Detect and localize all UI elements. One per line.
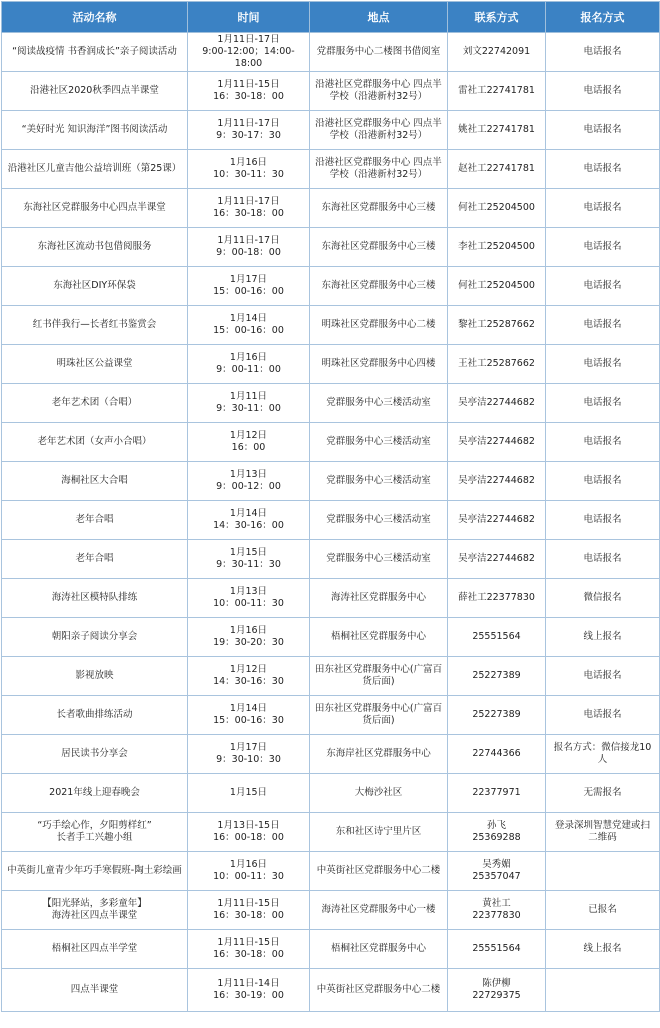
- cell-activity-name: 朝阳亲子阅读分享会: [2, 618, 188, 657]
- cell-signup: 电话报名: [546, 306, 660, 345]
- table-body: [2, 33, 660, 1012]
- cell-place: 梧桐社区党群服务中心: [310, 930, 448, 969]
- cell-activity-name: 沿港社区儿童吉他公益培训班（第25课）: [2, 150, 188, 189]
- cell-time: 1月12日 14：30-16：30: [188, 657, 310, 696]
- table-header-row: [2, 2, 660, 33]
- cell-contact: 22744366: [448, 735, 546, 774]
- cell-time: 1月14日 15：00-16：00: [188, 306, 310, 345]
- cell-time: 1月13日 9：00-12：00: [188, 462, 310, 501]
- table-row: [2, 228, 660, 267]
- cell-signup: 报名方式：微信接龙10 人: [546, 735, 660, 774]
- cell-place: 党群服务中心三楼活动室: [310, 423, 448, 462]
- cell-signup: 登录深圳智慧党建或扫 二维码: [546, 813, 660, 852]
- cell-time: 1月13日 10：00-11：30: [188, 579, 310, 618]
- cell-signup: 电话报名: [546, 150, 660, 189]
- cell-signup: [546, 969, 660, 1012]
- cell-signup: 线上报名: [546, 930, 660, 969]
- cell-place: 党群服务中心三楼活动室: [310, 462, 448, 501]
- cell-contact: 25227389: [448, 657, 546, 696]
- cell-signup: 电话报名: [546, 384, 660, 423]
- cell-activity-name: 梧桐社区四点半学堂: [2, 930, 188, 969]
- cell-time: 1月11日-17日 9：30-17：30: [188, 111, 310, 150]
- cell-place: 沿港社区党群服务中心 四点半 学校（沿港新村32号）: [310, 150, 448, 189]
- table-row: [2, 33, 660, 72]
- cell-activity-name: 东海社区流动书包借阅服务: [2, 228, 188, 267]
- cell-contact: 吴秀媚 25357047: [448, 852, 546, 891]
- cell-contact: 吴亭洁22744682: [448, 384, 546, 423]
- cell-contact: 王社工25287662: [448, 345, 546, 384]
- cell-place: 中英街社区党群服务中心二楼: [310, 852, 448, 891]
- cell-activity-name: “美好时光 知识海洋”图书阅读活动: [2, 111, 188, 150]
- cell-signup: 电话报名: [546, 423, 660, 462]
- cell-place: 大梅沙社区: [310, 774, 448, 813]
- cell-contact: 赵社工22741781: [448, 150, 546, 189]
- table-row: [2, 111, 660, 150]
- cell-time: 1月11日-15日 16：30-18：00: [188, 930, 310, 969]
- cell-time: 1月14日 15：00-16：30: [188, 696, 310, 735]
- cell-contact: 吴亭洁22744682: [448, 423, 546, 462]
- header-time: 时间: [188, 2, 310, 33]
- header-contact: 联系方式: [448, 2, 546, 33]
- cell-place: 海涛社区党群服务中心: [310, 579, 448, 618]
- cell-time: 1月11日 9：30-11：00: [188, 384, 310, 423]
- cell-activity-name: 东海社区DIY环保袋: [2, 267, 188, 306]
- cell-contact: 李社工25204500: [448, 228, 546, 267]
- cell-time: 1月15日 9：30-11：30: [188, 540, 310, 579]
- cell-signup: 电话报名: [546, 228, 660, 267]
- cell-activity-name: 沿港社区2020秋季四点半课堂: [2, 72, 188, 111]
- cell-time: 1月16日 9：00-11：00: [188, 345, 310, 384]
- table-row: [2, 462, 660, 501]
- cell-contact: 姚社工22741781: [448, 111, 546, 150]
- table-row: [2, 384, 660, 423]
- cell-contact: 薛社工22377830: [448, 579, 546, 618]
- table-row: [2, 72, 660, 111]
- cell-activity-name: 长者歌曲排练活动: [2, 696, 188, 735]
- table-row: [2, 696, 660, 735]
- cell-place: 明珠社区党群服务中心二楼: [310, 306, 448, 345]
- cell-place: 党群服务中心三楼活动室: [310, 384, 448, 423]
- cell-time: 1月17日 9：30-10：30: [188, 735, 310, 774]
- table-row: [2, 423, 660, 462]
- cell-place: 田东社区党群服务中心(广富百 货后面): [310, 657, 448, 696]
- cell-place: 中英街社区党群服务中心二楼: [310, 969, 448, 1012]
- header-place: 地点: [310, 2, 448, 33]
- cell-contact: 何社工25204500: [448, 267, 546, 306]
- cell-place: 东海岸社区党群服务中心: [310, 735, 448, 774]
- cell-activity-name: 东海社区党群服务中心四点半课堂: [2, 189, 188, 228]
- table-row: [2, 618, 660, 657]
- cell-signup: 电话报名: [546, 657, 660, 696]
- cell-activity-name: 海涛社区模特队排练: [2, 579, 188, 618]
- cell-activity-name: 老年合唱: [2, 501, 188, 540]
- cell-place: 梧桐社区党群服务中心: [310, 618, 448, 657]
- cell-contact: 25551564: [448, 618, 546, 657]
- cell-time: 1月16日 10：30-11：30: [188, 150, 310, 189]
- table-row: [2, 345, 660, 384]
- table-row: [2, 579, 660, 618]
- cell-place: 明珠社区党群服务中心四楼: [310, 345, 448, 384]
- cell-activity-name: 老年艺术团（合唱）: [2, 384, 188, 423]
- cell-contact: 吴亭洁22744682: [448, 501, 546, 540]
- cell-contact: 黎社工25287662: [448, 306, 546, 345]
- cell-activity-name: 老年合唱: [2, 540, 188, 579]
- cell-time: 1月12日 16：00: [188, 423, 310, 462]
- cell-signup: 微信报名: [546, 579, 660, 618]
- cell-contact: 吴亭洁22744682: [448, 462, 546, 501]
- cell-place: 东海社区党群服务中心三楼: [310, 267, 448, 306]
- cell-activity-name: 四点半课堂: [2, 969, 188, 1012]
- cell-time: 1月15日: [188, 774, 310, 813]
- cell-activity-name: 居民读书分享会: [2, 735, 188, 774]
- cell-contact: 25227389: [448, 696, 546, 735]
- cell-signup: 电话报名: [546, 462, 660, 501]
- cell-activity-name: 红书伴我行—长者红书鉴赏会: [2, 306, 188, 345]
- cell-signup: 线上报名: [546, 618, 660, 657]
- cell-contact: 22377971: [448, 774, 546, 813]
- cell-activity-name: 【阳光驿站，多彩童年】 海涛社区四点半课堂: [2, 891, 188, 930]
- cell-place: 田东社区党群服务中心(广富百 货后面): [310, 696, 448, 735]
- cell-time: 1月17日 15：00-16：00: [188, 267, 310, 306]
- cell-time: 1月16日 19：30-20：30: [188, 618, 310, 657]
- cell-signup: 电话报名: [546, 501, 660, 540]
- cell-activity-name: 海桐社区大合唱: [2, 462, 188, 501]
- cell-signup: 电话报名: [546, 189, 660, 228]
- cell-contact: 孙飞 25369288: [448, 813, 546, 852]
- table-row: [2, 735, 660, 774]
- cell-contact: 雷社工22741781: [448, 72, 546, 111]
- table-row: [2, 501, 660, 540]
- activity-table: [1, 1, 660, 1012]
- table-row: [2, 189, 660, 228]
- cell-place: 党群服务中心二楼图书借阅室: [310, 33, 448, 72]
- cell-signup: [546, 852, 660, 891]
- cell-contact: 刘文22742091: [448, 33, 546, 72]
- cell-activity-name: “巧手绘心作，夕阳剪样红” 长者手工兴趣小组: [2, 813, 188, 852]
- cell-place: 党群服务中心三楼活动室: [310, 540, 448, 579]
- cell-place: 党群服务中心三楼活动室: [310, 501, 448, 540]
- cell-activity-name: “阅读战疫情 书香润成长”亲子阅读活动: [2, 33, 188, 72]
- table-row: [2, 540, 660, 579]
- table-row: [2, 852, 660, 891]
- table-row: [2, 657, 660, 696]
- cell-place: 沿港社区党群服务中心 四点半 学校（沿港新村32号）: [310, 72, 448, 111]
- cell-time: 1月11日-15日 16：30-18：00: [188, 72, 310, 111]
- table-row: [2, 891, 660, 930]
- cell-contact: 何社工25204500: [448, 189, 546, 228]
- cell-signup: 电话报名: [546, 72, 660, 111]
- table-row: [2, 267, 660, 306]
- cell-place: 东和社区诗宁里片区: [310, 813, 448, 852]
- header-signup: 报名方式: [546, 2, 660, 33]
- table-row: [2, 813, 660, 852]
- table-row: [2, 969, 660, 1012]
- cell-contact: 陈伊柳 22729375: [448, 969, 546, 1012]
- cell-signup: 无需报名: [546, 774, 660, 813]
- cell-time: 1月11日-14日 16：30-19：00: [188, 969, 310, 1012]
- cell-time: 1月11日-15日 16：30-18：00: [188, 891, 310, 930]
- cell-place: 海涛社区党群服务中心一楼: [310, 891, 448, 930]
- table-row: [2, 150, 660, 189]
- table-row: [2, 306, 660, 345]
- cell-contact: 25551564: [448, 930, 546, 969]
- cell-signup: 电话报名: [546, 111, 660, 150]
- cell-time: 1月16日 10：00-11：30: [188, 852, 310, 891]
- cell-signup: 电话报名: [546, 345, 660, 384]
- cell-activity-name: 明珠社区公益课堂: [2, 345, 188, 384]
- table-row: [2, 930, 660, 969]
- cell-place: 东海社区党群服务中心三楼: [310, 189, 448, 228]
- cell-contact: 吴亭洁22744682: [448, 540, 546, 579]
- cell-place: 沿港社区党群服务中心 四点半 学校（沿港新村32号）: [310, 111, 448, 150]
- cell-contact: 黄社工 22377830: [448, 891, 546, 930]
- cell-time: 1月14日 14：30-16：00: [188, 501, 310, 540]
- cell-signup: 电话报名: [546, 33, 660, 72]
- cell-time: 1月11日-17日 16：30-18：00: [188, 189, 310, 228]
- cell-time: 1月11日-17日 9:00-12:00；14:00-18:00: [188, 33, 310, 72]
- cell-signup: 电话报名: [546, 267, 660, 306]
- cell-time: 1月11日-17日 9：00-18：00: [188, 228, 310, 267]
- cell-time: 1月13日-15日 16：00-18：00: [188, 813, 310, 852]
- cell-activity-name: 2021年线上迎春晚会: [2, 774, 188, 813]
- cell-activity-name: 中英街儿童青少年巧手寒假班-陶土彩绘画: [2, 852, 188, 891]
- cell-signup: 电话报名: [546, 540, 660, 579]
- cell-place: 东海社区党群服务中心三楼: [310, 228, 448, 267]
- header-activity-name: 活动名称: [2, 2, 188, 33]
- cell-activity-name: 影视放映: [2, 657, 188, 696]
- table-row: [2, 774, 660, 813]
- cell-signup: 电话报名: [546, 696, 660, 735]
- cell-activity-name: 老年艺术团（女声小合唱）: [2, 423, 188, 462]
- cell-signup: 已报名: [546, 891, 660, 930]
